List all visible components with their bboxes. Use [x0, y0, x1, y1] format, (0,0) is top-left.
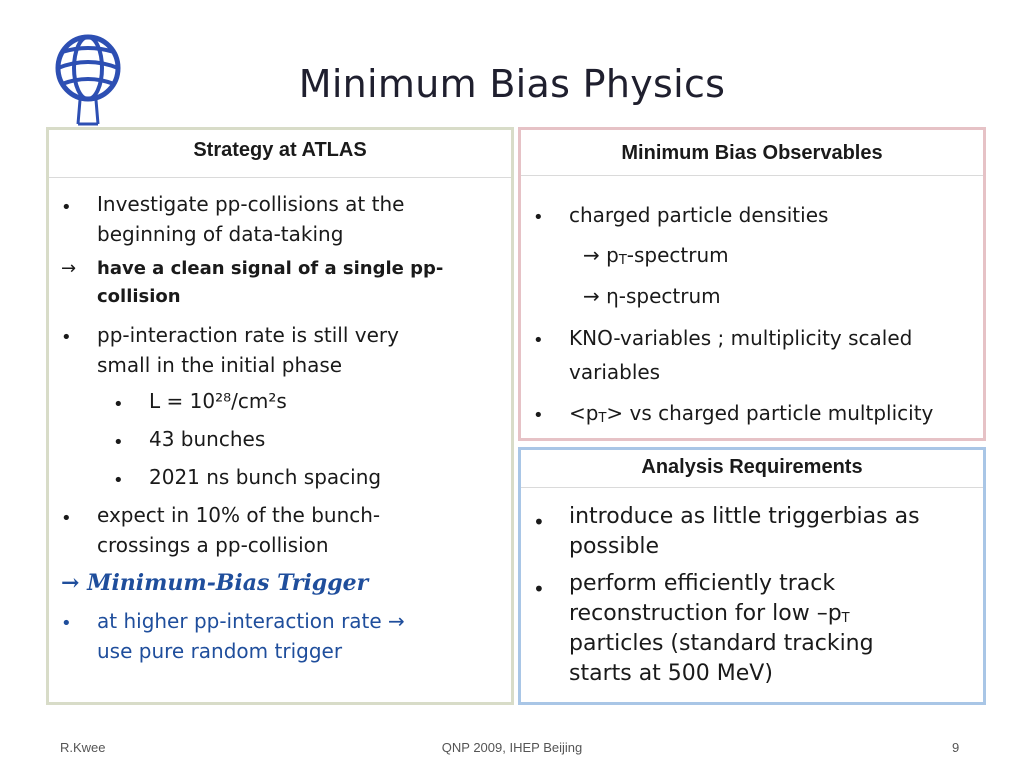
requirements-heading: Analysis Requirements: [521, 450, 983, 488]
text-line: variables: [569, 360, 661, 384]
bullet-icon: •: [533, 207, 544, 228]
text-line: pp-interaction rate is still very: [97, 323, 399, 347]
text-fragment: reconstruction for low –p: [569, 601, 842, 626]
bullet-icon: •: [61, 327, 72, 348]
bullet-icon: •: [533, 577, 545, 601]
text-line: expect in 10% of the bunch-: [97, 503, 381, 527]
text-line: starts at 500 MeV): [569, 661, 773, 686]
text-line: crossings a pp-collision: [97, 533, 329, 557]
text-line: small in the initial phase: [97, 353, 343, 377]
bullet-icon: •: [61, 508, 72, 529]
text-line: KNO-variables ; multiplicity scaled: [569, 326, 913, 350]
text-line: particles (standard tracking: [569, 631, 874, 656]
bullet-icon: •: [533, 510, 545, 534]
bullet-icon: •: [61, 613, 72, 634]
text-line: 43 bunches: [149, 427, 266, 451]
text-line: Investigate pp-collisions at the: [97, 192, 405, 216]
footer-author: R.Kwee: [60, 740, 106, 755]
pt-spectrum-line: [583, 240, 729, 276]
text-line: at higher pp-interaction rate →: [97, 609, 405, 633]
avg-pt-line: [569, 398, 933, 434]
bullet-icon: •: [533, 330, 544, 351]
text-fragment: > vs charged particle multplicity: [606, 401, 934, 425]
text-line: collision: [97, 286, 181, 307]
strategy-box: [46, 127, 514, 705]
subscript: T: [618, 253, 627, 268]
text-line: perform efficiently track: [569, 571, 836, 596]
arrow-icon: →: [61, 258, 77, 279]
requirements-box: [518, 447, 986, 705]
observables-box: [518, 127, 986, 441]
bullet-icon: •: [61, 197, 72, 218]
text-line: possible: [569, 534, 660, 559]
bullet-icon: •: [113, 394, 124, 415]
subscript: T: [598, 411, 607, 426]
observables-heading: Minimum Bias Observables: [521, 130, 983, 176]
text-fragment: <p: [569, 401, 599, 425]
text-line: 2021 ns bunch spacing: [149, 465, 382, 489]
page-number: 9: [952, 740, 960, 755]
footer-event: QNP 2009, IHEP Beijing: [441, 740, 583, 755]
text-line: introduce as little triggerbias as: [569, 504, 920, 529]
text-line: beginning of data-taking: [97, 222, 344, 246]
bullet-icon: •: [113, 470, 124, 491]
slide-title: Minimum Bias Physics: [298, 62, 726, 106]
strategy-heading: Strategy at ATLAS: [49, 130, 511, 178]
bullet-icon: •: [113, 432, 124, 453]
text-fragment: -spectrum: [626, 243, 729, 267]
text-line: L = 10²⁸/cm²s: [149, 389, 287, 413]
text-line: have a clean signal of a single pp-: [97, 258, 444, 279]
text-line: charged particle densities: [569, 203, 829, 227]
text-line: → η-spectrum: [583, 284, 721, 308]
bullet-icon: •: [533, 405, 544, 426]
subscript: T: [841, 611, 850, 626]
trigger-highlight: → Minimum-Bias Trigger: [61, 570, 369, 596]
text-fragment: → p: [583, 243, 619, 267]
text-line: use pure random trigger: [97, 639, 343, 663]
